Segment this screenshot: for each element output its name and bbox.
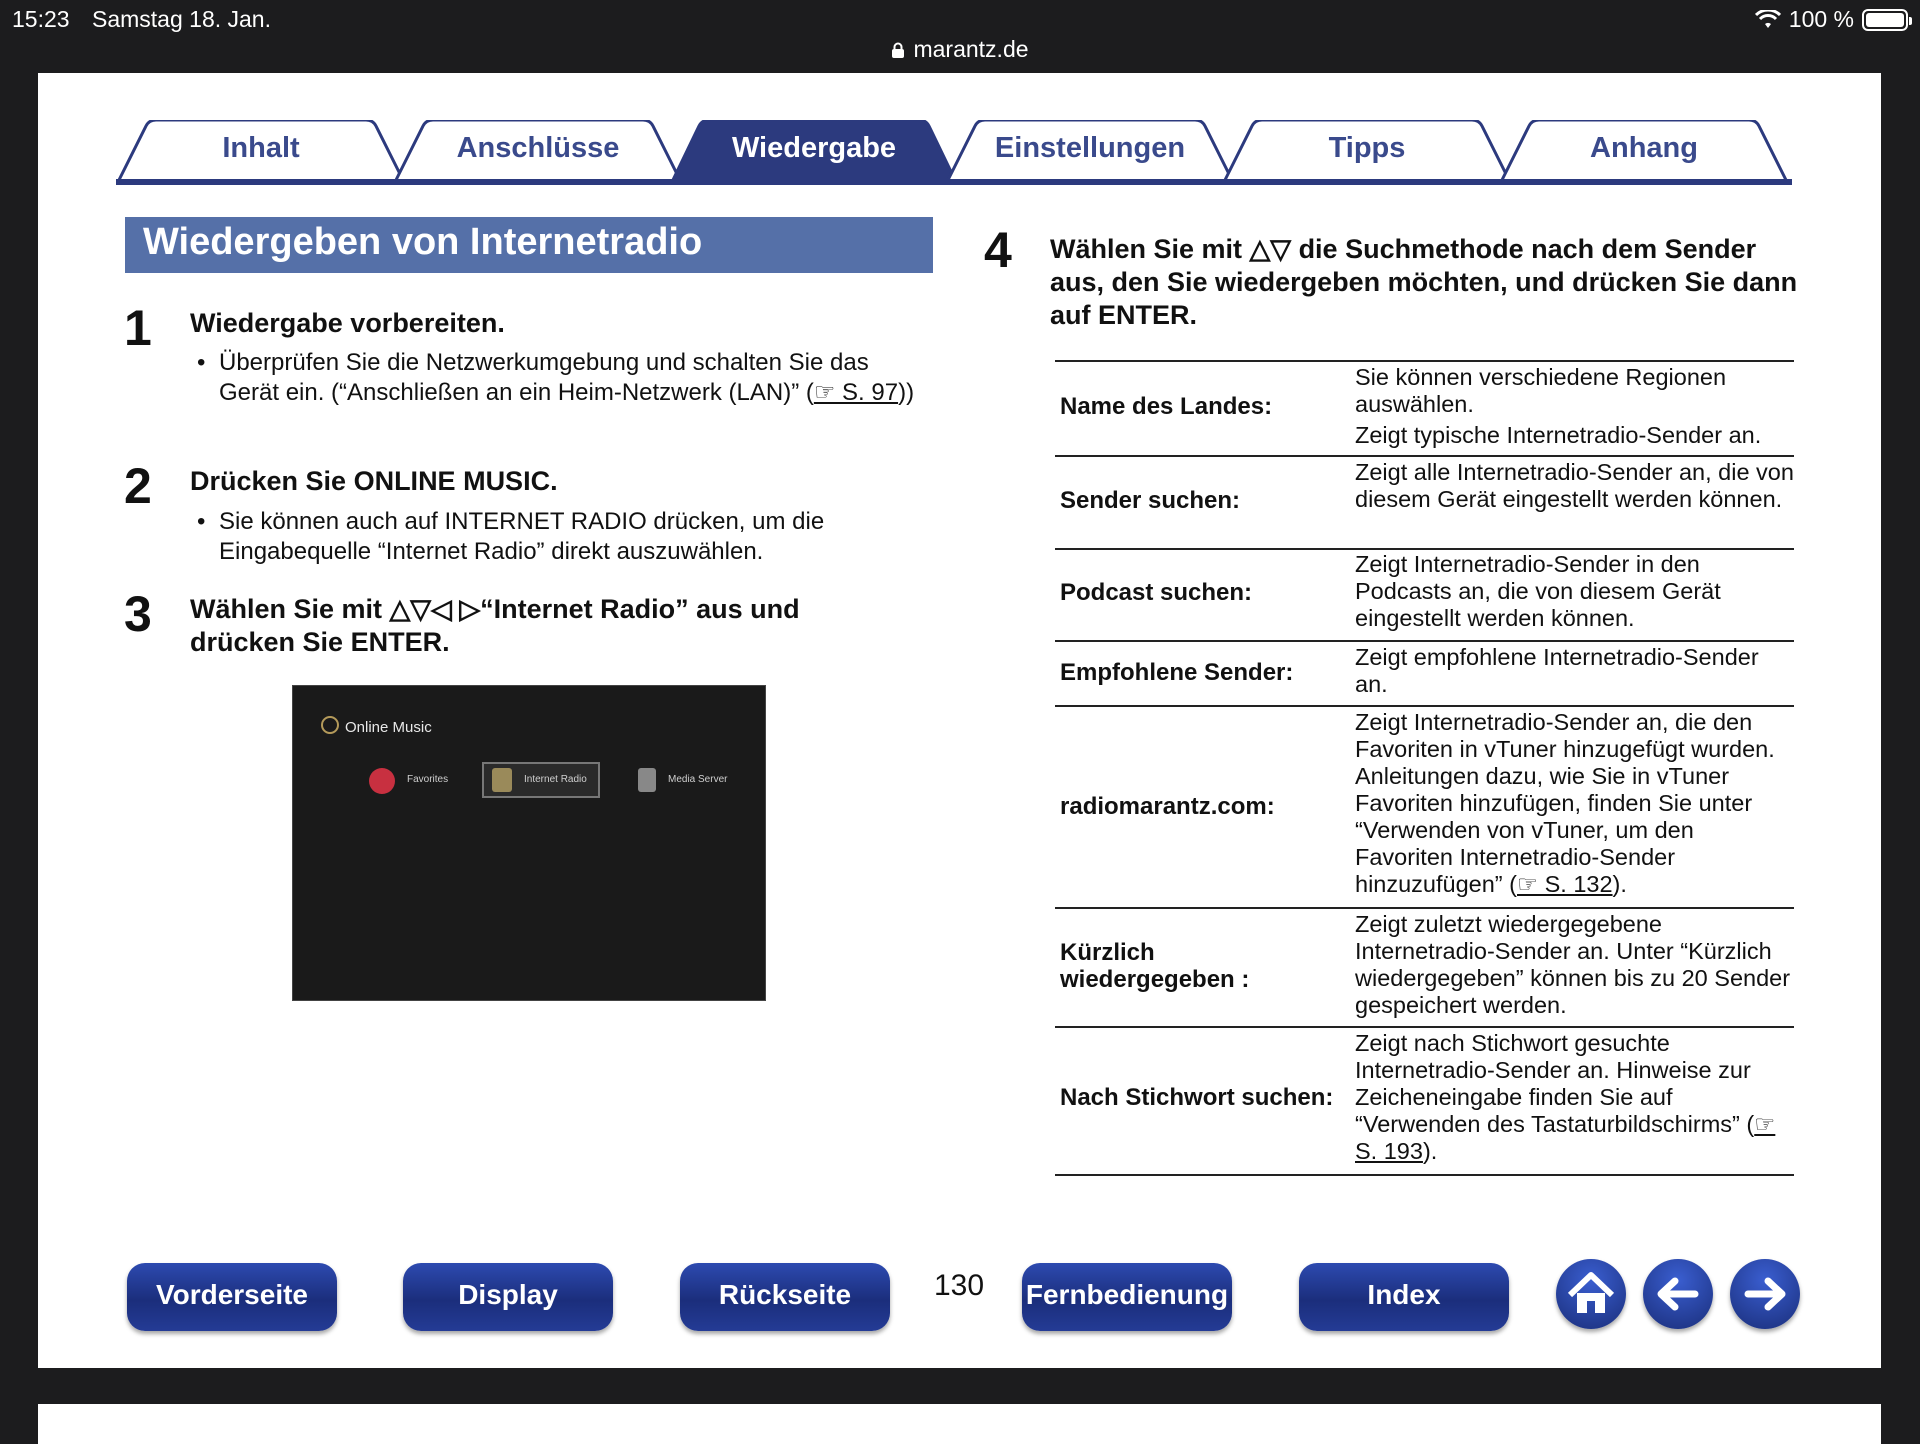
wifi-icon [1755,10,1781,30]
tab-label: Wiedergabe [731,132,897,164]
page-link-193[interactable]: ☞ S. 193 [1355,1111,1776,1164]
tab-anschluesse[interactable] [393,120,683,182]
step-3-heading: Wählen Sie mit △▽◁ ▷“Internet Radio” aus und drücken Sie ENTER. [190,594,800,657]
table-row [1055,907,1794,1026]
bullet-dot: • [197,349,206,376]
row-label: Empfohlene Sender: [1060,659,1294,686]
home-icon [1556,1259,1626,1329]
arrow-right-icon [1730,1259,1800,1329]
screenshot-item-internet-radio: Internet Radio [524,774,587,785]
radio-icon [492,768,512,792]
row-desc-line: Sie können verschiedene Regionen auswählen. [1355,364,1727,417]
row-description [1355,364,1795,449]
row-desc-end: ). [1612,871,1627,897]
step-1-heading: Wiedergabe vorbereiten. [190,308,505,338]
tab-tipps[interactable] [1222,120,1512,182]
table-row [1055,640,1794,705]
row-description: Zeigt alle Internetradio-Sender an, die von diesem Gerät eingestellt werden können. [1355,459,1794,512]
index-button[interactable]: Index [1299,1263,1509,1331]
step-1-bullet [197,348,919,408]
table-row [1055,360,1794,455]
next-page-preview [38,1404,1881,1444]
lock-icon [891,42,905,58]
step-1-number: 1 [124,300,152,356]
status-time: 15:23 [12,6,70,32]
screenshot-heading: Online Music [345,719,432,736]
tab-underline [116,179,1792,185]
step-2-bullet-text: Sie können auch auf INTERNET RADIO drücken, um die Eingabequelle “Internet Radio” direkt auszuwählen. [219,508,825,565]
status-right [1755,6,1908,33]
manual-page [38,73,1881,1368]
fernbedienung-button[interactable]: Fernbedienung [1022,1263,1232,1331]
row-label: Name des Landes: [1060,393,1273,420]
row-desc-text: Zeigt Internetradio-Sender an, die den Favoriten in vTuner hinzugefügt wurden. Anleitungen dazu, wie Sie in vTuner Favoriten hinzufügen, finden Sie unter “Verwenden von vTuner, um den Favoriten Internetradio-Sender hinzuzufügen” ( [1355,709,1775,897]
status-bar [0,0,1920,73]
tab-label: Inhalt [222,132,300,164]
tab-einstellungen[interactable] [945,120,1235,182]
row-description [1355,709,1795,898]
battery-icon [1862,9,1908,31]
table-row [1055,455,1794,548]
table-bottom-border [1055,1174,1794,1176]
row-description [1355,1030,1795,1165]
tab-label: Anschlüsse [456,132,620,164]
page-number: 130 [934,1269,985,1302]
step-2-number: 2 [124,458,152,514]
row-desc-line: Zeigt typische Internetradio-Sender an. [1355,422,1762,448]
rueckseite-button[interactable]: Rückseite [680,1263,890,1331]
row-description: Zeigt zuletzt wiedergegebene Internetradio-Sender an. Unter “Kürzlich wiedergegeben” können bis zu 20 Sender gespeichert werden. [1355,911,1791,1018]
row-label: radiomarantz.com: [1060,793,1275,820]
vorderseite-button[interactable]: Vorderseite [127,1263,337,1331]
tab-wiedergabe[interactable] [669,120,959,182]
url-bar[interactable] [0,36,1920,63]
table-row [1055,705,1794,907]
step-3-number: 3 [124,586,152,642]
home-button[interactable] [1556,1259,1626,1329]
bullet-dot: • [197,508,206,535]
row-label: Nach Stichwort suchen: [1060,1084,1334,1111]
step-2-bullet [197,507,899,567]
step-1-bullet-text: Überprüfen Sie die Netzwerkumgebung und schalten Sie das Gerät ein. (“Anschließen an ein Heim-Netzwerk (LAN)” ( [219,349,869,406]
screenshot-item-media-server: Media Server [668,774,728,785]
heart-icon [369,768,395,794]
tab-label: Tipps [1328,132,1406,164]
battery-percent: 100 % [1788,6,1854,32]
url-text: marantz.de [913,36,1029,62]
page-link-97[interactable]: ☞ S. 97 [813,379,899,406]
section-title: Wiedergeben von Internetradio [143,221,703,263]
row-desc-text: Zeigt nach Stichwort gesuchte Internetradio-Sender an. Hinweise zur Zeicheneingabe finden Sie auf “Verwenden des Tastaturbildschirms” ( [1355,1030,1755,1137]
row-desc-end: ). [1422,1138,1438,1164]
row-label: Kürzlich wiedergegeben : [1060,939,1250,993]
tab-bar [116,120,1792,182]
row-label: Sender suchen: [1060,487,1241,514]
arrow-left-icon [1643,1259,1713,1329]
screenshot-item-favorites: Favorites [407,774,449,785]
online-music-screenshot [292,685,766,1001]
tab-label: Anhang [1590,132,1698,164]
step-4-number: 4 [984,222,1012,278]
table-row [1055,548,1794,640]
display-button[interactable]: Display [403,1263,613,1331]
media-server-icon [638,768,656,792]
step-4-heading: Wählen Sie mit △▽ die Suchmethode nach dem Sender aus, den Sie wiedergeben möchten, und drücken Sie dann auf ENTER. [1050,234,1798,330]
row-description: Zeigt Internetradio-Sender in den Podcasts an, die von diesem Gerät eingestellt werden können. [1355,551,1721,631]
step-1-bullet-end: )) [898,379,915,406]
row-description: Zeigt empfohlene Internetradio-Sender an. [1355,644,1759,697]
tab-inhalt[interactable] [116,120,406,182]
row-label: Podcast suchen: [1060,579,1253,606]
tab-anhang[interactable] [1499,120,1789,182]
page-link-132[interactable]: ☞ S. 132 [1517,871,1613,897]
back-button[interactable] [1643,1259,1713,1329]
table-row [1055,1026,1794,1174]
globe-icon [321,716,339,734]
step-2-heading: Drücken Sie ONLINE MUSIC. [190,466,558,496]
tab-label: Einstellungen [994,132,1186,164]
status-date: Samstag 18. Jan. [92,6,271,32]
section-title-bar [125,217,933,273]
forward-button[interactable] [1730,1259,1800,1329]
